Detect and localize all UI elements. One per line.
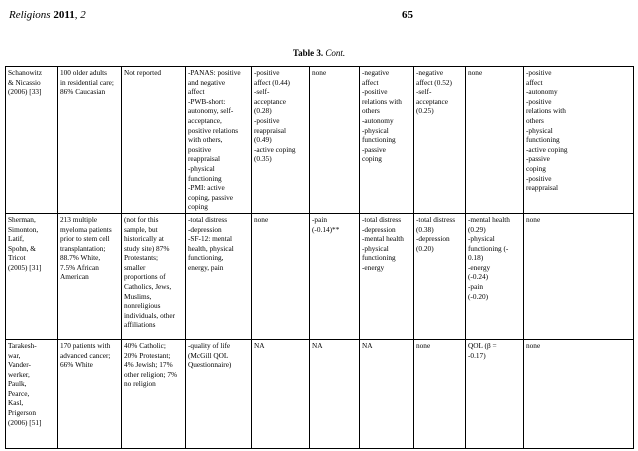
cell-line: Spohn, & (8, 243, 36, 253)
cell-line: (0.25) (416, 106, 434, 116)
cell-line: -self- (254, 87, 270, 97)
cell-line: coping, passive (188, 192, 233, 202)
cell-line: Paulk, (8, 379, 27, 389)
cell-line: affect (362, 77, 379, 87)
table-cell (122, 339, 186, 448)
cell-line: others (362, 106, 380, 116)
cell-line: 213 multiple (60, 214, 98, 224)
cell-line: -total distress (416, 214, 456, 224)
journal-name: Religions (9, 9, 51, 21)
cell-line: -total distress (362, 214, 402, 224)
cell-line: (not for this (124, 214, 159, 224)
table-cell (186, 339, 252, 448)
cell-line: 0.18) (468, 253, 484, 263)
table-cell (252, 213, 310, 339)
cell-line: reappraisal (526, 183, 559, 193)
table-cell (58, 67, 122, 214)
cell-line: -positive (254, 115, 280, 125)
results-table (5, 66, 634, 449)
table-caption (0, 48, 638, 58)
cell-line: -depression (362, 224, 396, 234)
table-cell (122, 67, 186, 214)
journal-issue: , 2 (74, 9, 86, 21)
cell-line: acceptance (254, 96, 286, 106)
cell-line: Tricot (8, 253, 26, 263)
cell-line: -0.17) (468, 350, 486, 360)
cell-line: smaller (124, 262, 146, 272)
cell-line: -SF-12: mental (188, 234, 232, 244)
cell-line: -pain (468, 282, 483, 292)
cell-line: Schanowitz (8, 68, 43, 77)
cell-line: coping (362, 154, 382, 164)
cell-line: Pearce, (8, 388, 30, 398)
cell-line: -passive (526, 154, 550, 164)
cell-line: sample, but (124, 224, 158, 234)
cell-line: -positive (526, 173, 552, 183)
cell-line: NA (312, 340, 323, 350)
cell-line: 7.5% African (60, 262, 99, 272)
cell-line: 66% White (60, 360, 93, 370)
cell-line: functioning (362, 253, 396, 263)
cell-line: and negative (188, 77, 226, 87)
cell-line: -physical (362, 125, 389, 135)
cell-line: affiliations (124, 320, 156, 330)
cell-line: -total distress (188, 214, 228, 224)
cell-line: functioning (362, 135, 396, 145)
table-cell (524, 67, 634, 214)
cell-line: -PMI: active (188, 183, 225, 193)
cell-line: (2005) [31] (8, 262, 42, 272)
table-cell (252, 339, 310, 448)
cell-line: acceptance, (188, 115, 222, 125)
cell-line: (2006) [51] (8, 417, 42, 427)
cell-line: -energy (468, 262, 491, 272)
cell-line: (2006) [33] (8, 87, 42, 97)
cell-line: prior to stem cell (60, 234, 110, 244)
cell-line: none (416, 340, 431, 350)
table-cell (360, 213, 414, 339)
page-number: 65 (402, 9, 413, 21)
cell-line: acceptance (416, 96, 448, 106)
table-cell (524, 339, 634, 448)
cell-line: & Nicassio (8, 77, 41, 87)
cell-line: 86% Caucasian (60, 87, 106, 97)
cell-line: -autonomy (362, 115, 394, 125)
cell-line: (-0.14)** (312, 224, 340, 234)
cell-line: (-0.20) (468, 291, 489, 301)
cell-line: war, (8, 350, 21, 360)
table-row (6, 339, 634, 448)
cell-line: (0.20) (416, 243, 434, 253)
cell-line: -positive (254, 68, 280, 77)
cell-line: Not reported (124, 68, 162, 77)
cell-line: -physical (468, 234, 495, 244)
cell-line: -mental health (362, 234, 404, 244)
cell-line: (-0.24) (468, 272, 489, 282)
cell-line: historically at (124, 234, 164, 244)
cell-line: -depression (188, 224, 222, 234)
cell-line: 40% Catholic; (124, 340, 166, 350)
cell-line: reappraisal (254, 125, 287, 135)
cell-line: -active coping (254, 144, 296, 154)
table-cell (466, 339, 524, 448)
cell-line: no religion (124, 379, 156, 389)
cell-line: Sherman, (8, 214, 36, 224)
cell-line: (McGill QOL (188, 350, 229, 360)
cell-line: -positive (362, 87, 388, 97)
cell-line: advanced cancer; (60, 350, 111, 360)
cell-line: (0.35) (254, 154, 272, 164)
cell-line: positive (188, 144, 212, 154)
table-row (6, 67, 634, 214)
cell-line: -PANAS: positive (188, 68, 241, 77)
cell-line: -depression (416, 234, 450, 244)
cell-line: study site) 87% (124, 243, 170, 253)
cell-line: positive relations (188, 125, 239, 135)
cell-line: -negative (416, 68, 444, 77)
cell-line: (0.28) (254, 106, 272, 116)
cell-line: relations with (526, 106, 566, 116)
cell-line: transplantation; (60, 243, 106, 253)
cell-line: -active coping (526, 144, 568, 154)
cell-line: Protestants; (124, 253, 159, 263)
cell-line: none (526, 340, 541, 350)
table-cell (310, 339, 360, 448)
cell-line: individuals, other (124, 310, 176, 320)
table-cell (186, 213, 252, 339)
table-cell (414, 67, 466, 214)
table-cell (6, 339, 58, 448)
cell-line: werker, (8, 369, 30, 379)
cell-line: Catholics, Jews, (124, 282, 172, 292)
table-cell (310, 213, 360, 339)
cell-line: -physical (526, 125, 553, 135)
cell-line: affect (188, 87, 205, 97)
cell-line: -energy (362, 262, 385, 272)
cell-line: Vander- (8, 360, 31, 370)
cell-line: 88.7% White, (60, 253, 101, 263)
cell-line: -physical (188, 163, 215, 173)
cell-line: myeloma patients (60, 224, 112, 234)
table-cell (524, 213, 634, 339)
table-cell (310, 67, 360, 214)
cell-line: -positive (526, 68, 552, 77)
cell-line: -quality of life (188, 340, 231, 350)
cell-line: functioning (188, 173, 222, 183)
table-body (6, 67, 634, 449)
table-cell (414, 339, 466, 448)
cell-line: functioning, (188, 253, 224, 263)
cell-line: functioning (526, 135, 560, 145)
cell-line: energy, pain (188, 262, 224, 272)
cell-line: nonreligious (124, 301, 161, 311)
journal-volume: 2011 (53, 9, 75, 21)
cell-line: Tarakesh- (8, 340, 37, 350)
cell-line: QOL (β = (468, 340, 497, 350)
cell-line: 170 patients with (60, 340, 111, 350)
cell-line: Kasl, (8, 398, 24, 408)
cell-line: functioning (- (468, 243, 509, 253)
cell-line: (0.29) (468, 224, 486, 234)
table-row (6, 213, 634, 339)
cell-line: NA (362, 340, 373, 350)
cell-line: affect (526, 77, 543, 87)
cell-line: with others, (188, 135, 223, 145)
cell-line: autonomy, self- (188, 106, 234, 116)
cell-line: reappraisal (188, 154, 221, 164)
cell-line: American (60, 272, 89, 282)
table-cell (58, 339, 122, 448)
cell-line: Questionnaire) (188, 360, 232, 370)
cell-line: others (526, 115, 544, 125)
table-cell (58, 213, 122, 339)
table-cell (186, 67, 252, 214)
cell-line: NA (254, 340, 265, 350)
table-cell (6, 213, 58, 339)
cell-line: -mental health (468, 214, 510, 224)
cell-line: -autonomy (526, 87, 558, 97)
cell-line: none (526, 214, 541, 224)
cell-line: affect (0.52) (416, 77, 452, 87)
cell-line: in residential care; (60, 77, 114, 87)
cell-line: Prigerson (8, 408, 36, 418)
cell-line: -physical (362, 243, 389, 253)
table-cell (122, 213, 186, 339)
cell-line: proportions of (124, 272, 166, 282)
cell-line: -passive (362, 144, 386, 154)
caption-suffix: Cont. (325, 48, 346, 58)
cell-line: -PWB-short: (188, 96, 226, 106)
table-cell (360, 339, 414, 448)
table-cell (466, 213, 524, 339)
caption-label: Table 3. (292, 48, 324, 58)
cell-line: -pain (312, 214, 327, 224)
cell-line: Latif, (8, 234, 25, 244)
cell-line: -positive (526, 96, 552, 106)
cell-line: Muslims, (124, 291, 152, 301)
table-cell (466, 67, 524, 214)
cell-line: (0.49) (254, 135, 272, 145)
cell-line: none (254, 214, 269, 224)
cell-line: coping (188, 202, 208, 212)
cell-line: other religion; 7% (124, 369, 178, 379)
cell-line: 100 older adults (60, 68, 108, 77)
cell-line: (0.38) (416, 224, 434, 234)
table-cell (252, 67, 310, 214)
cell-line: health, physical (188, 243, 234, 253)
cell-line: -negative (362, 68, 390, 77)
cell-line: coping (526, 163, 546, 173)
cell-line: affect (0.44) (254, 77, 290, 87)
cell-line: none (468, 68, 483, 77)
cell-line: relations with (362, 96, 402, 106)
journal-header (9, 9, 86, 21)
cell-line: -self- (416, 87, 432, 97)
table-cell (360, 67, 414, 214)
table-cell (414, 213, 466, 339)
cell-line: Simonton, (8, 224, 39, 234)
table-cell (6, 67, 58, 214)
cell-line: 4% Jewish; 17% (124, 360, 173, 370)
cell-line: 20% Protestant; (124, 350, 171, 360)
cell-line: none (312, 68, 327, 77)
